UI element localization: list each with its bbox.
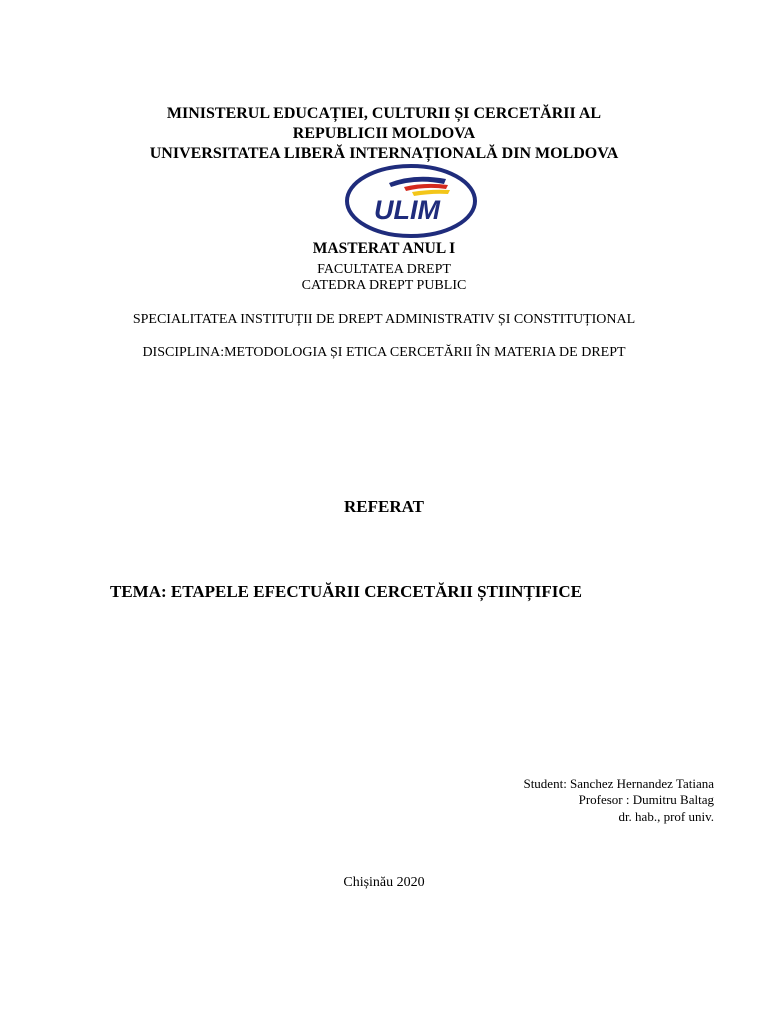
student-name: Student: Sanchez Hernandez Tatiana [523,776,714,791]
city-year: Chișinău 2020 [343,875,425,890]
department: CATEDRA DREPT PUBLIC [301,278,467,293]
program-year: MASTERAT ANUL I [312,240,456,257]
ulim-logo [344,163,478,239]
topic-title: ETAPELE EFECTUĂRII CERCETĂRII ȘTIINȚIFICE [170,582,583,601]
faculty: FACULTATEA DREPT [317,262,451,277]
university-line: UNIVERSITATEA LIBERĂ INTERNAȚIONALĂ DIN MOLDOVA [149,145,619,162]
republic-line: REPUBLICII MOLDOVA [292,125,476,142]
professor-name: Profesor : Dumitru Baltag [578,792,714,807]
professor-title: dr. hab., prof univ. [618,809,714,824]
topic-line [110,582,582,602]
document-type: REFERAT [344,497,424,516]
ministry-line: MINISTERUL EDUCAȚIEI, CULTURII ȘI CERCETĂRII AL [166,105,602,122]
specialty: SPECIALITATEA INSTITUȚII DE DREPT ADMINISTRATIV ȘI CONSTITUȚIONAL [132,312,636,327]
topic-label: TEMA: [110,582,167,601]
logo-text: ULIM [374,195,440,225]
discipline: DISCIPLINA:METODOLOGIA ȘI ETICA CERCETĂRII ÎN MATERIA DE DREPT [142,345,626,360]
